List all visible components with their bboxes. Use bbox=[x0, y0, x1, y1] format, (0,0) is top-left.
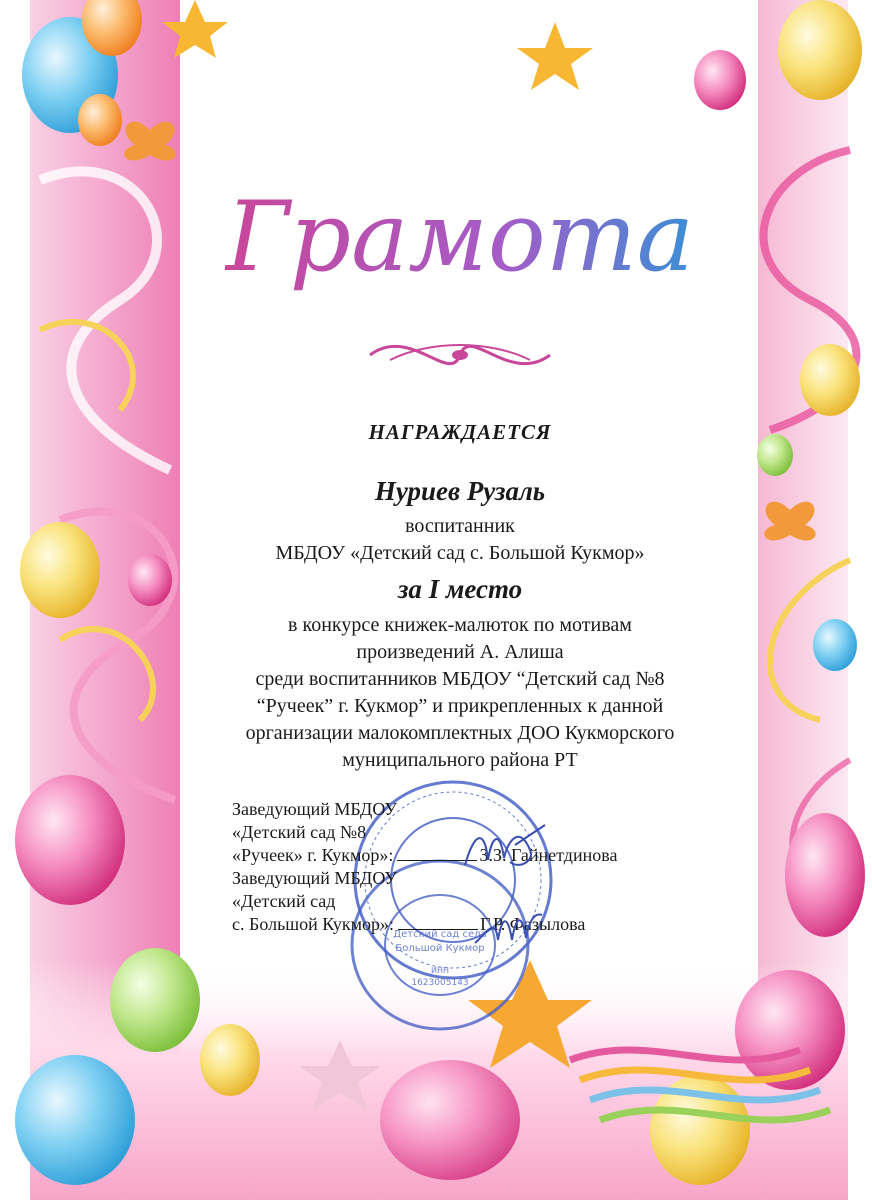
stamp-text: Большой Кукмор bbox=[395, 943, 485, 954]
handwritten-signature-1 bbox=[460, 820, 550, 880]
signature-2-line: с. Большой Кукмор»: bbox=[232, 914, 395, 934]
signature-underline bbox=[398, 915, 478, 930]
signature-1-line: «Ручеек» г. Кукмор»: bbox=[232, 845, 394, 865]
awarded-label: НАГРАЖДАЕТСЯ bbox=[368, 420, 552, 444]
handwritten-signature-2 bbox=[470, 905, 550, 950]
organization: МБДОУ «Детский сад с. Большой Кукмор» bbox=[275, 542, 645, 564]
place-awarded: за I место bbox=[397, 574, 523, 604]
signature-1-line: Заведующий МБДОУ bbox=[232, 799, 398, 819]
stamp-inn-value: 1623005143 bbox=[411, 978, 469, 988]
description-line: среди воспитанников МБДОУ “Детский сад №8 bbox=[255, 668, 665, 690]
award-description bbox=[200, 612, 720, 774]
description-line: муниципального района РТ bbox=[342, 749, 578, 771]
recipient-name: Нуриев Рузаль bbox=[374, 476, 546, 506]
page-title bbox=[200, 150, 720, 320]
recipient-status: воспитанник bbox=[405, 515, 515, 537]
signature-2-line: «Детский сад bbox=[232, 891, 336, 911]
description-line: “Ручеек” г. Кукмор” и прикрепленных к данной bbox=[256, 695, 664, 717]
description-line: произведений А. Алиша bbox=[356, 641, 564, 663]
signer-2-name: Г.Р. Фазылова bbox=[480, 914, 586, 934]
stamp-text: Детский сад села bbox=[393, 929, 487, 940]
description-line: в конкурсе книжек-малюток по мотивам bbox=[288, 614, 632, 636]
title-text: Грамота bbox=[226, 181, 694, 293]
stamp-inn-label: ИНН bbox=[430, 966, 450, 975]
flourish-icon bbox=[360, 325, 560, 385]
signer-1-name: З.З. Гайнетдинова bbox=[479, 845, 618, 865]
signature-2-line: Заведующий МБДОУ bbox=[232, 868, 398, 888]
description-line: организации малокомплектных ДОО Кукморского bbox=[245, 722, 675, 744]
signature-1-line: «Детский сад №8 bbox=[232, 822, 367, 842]
